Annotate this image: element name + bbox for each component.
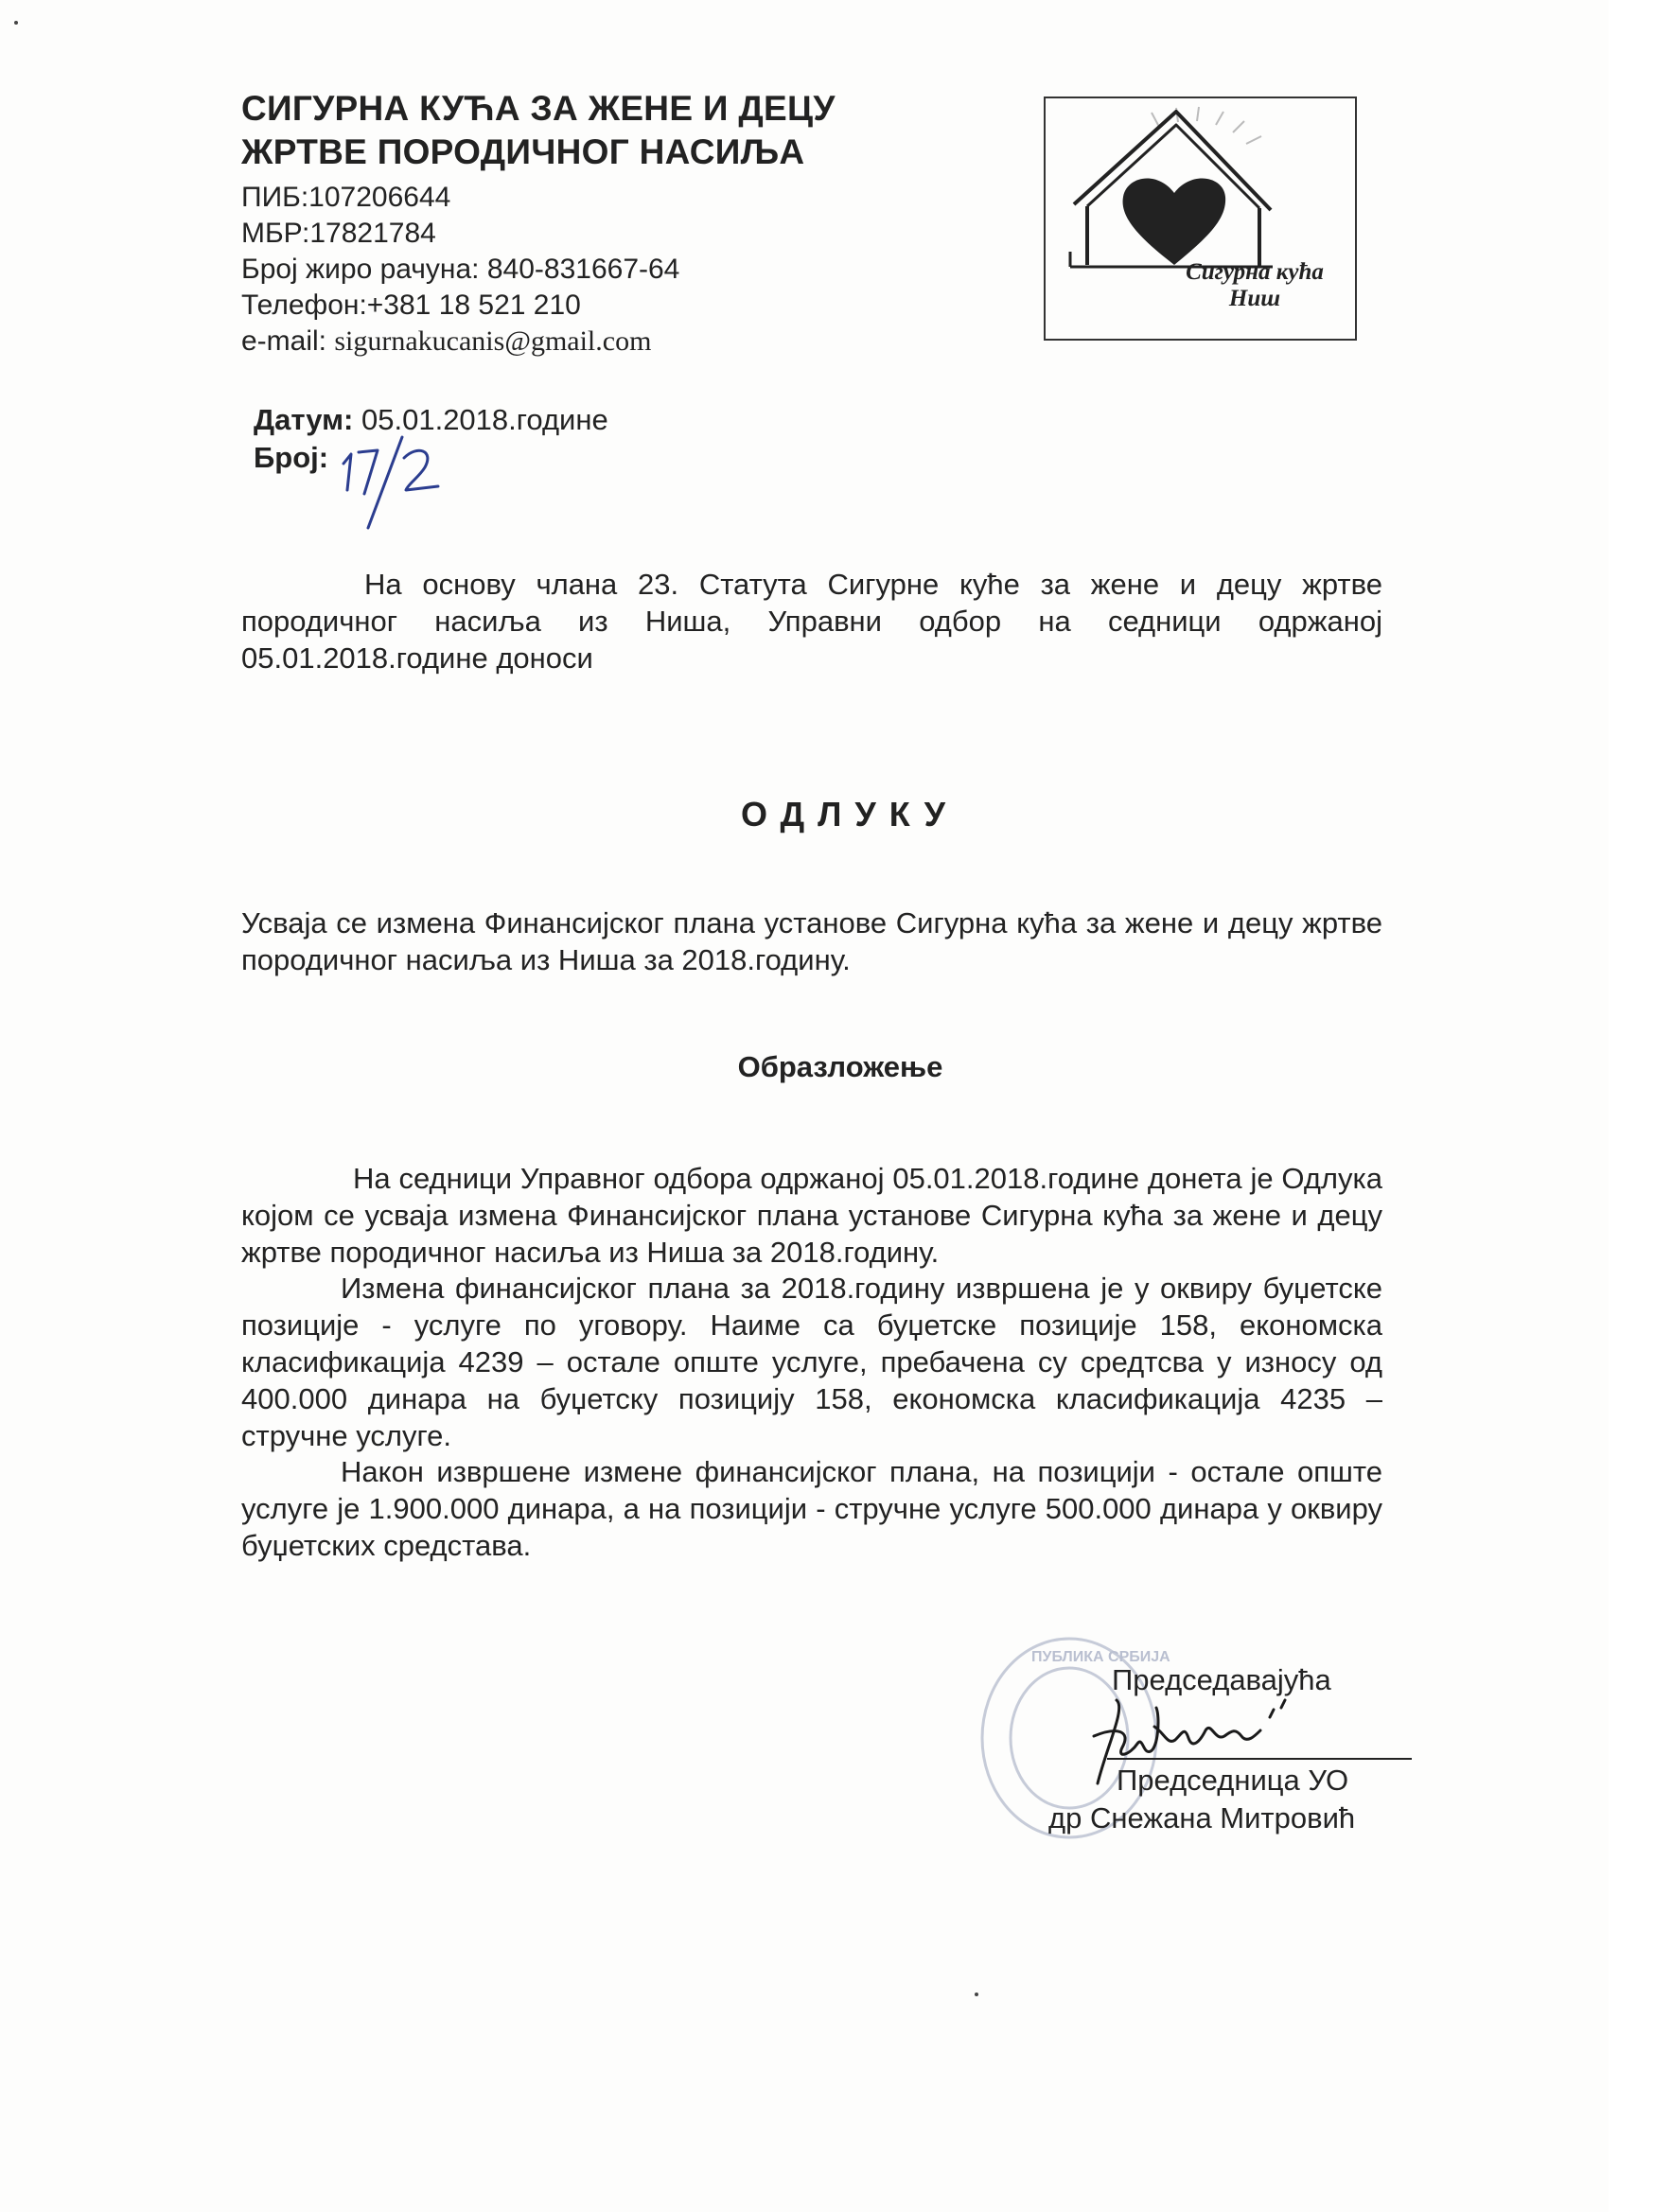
handwritten-number-icon bbox=[336, 416, 468, 530]
scan-speck bbox=[975, 1993, 978, 1996]
logo-line2: Ниш bbox=[1228, 286, 1281, 311]
organization-name-line2: ЖРТВЕ ПОРОДИЧНОГ НАСИЉА bbox=[241, 132, 805, 171]
decision-text: Усваја се измена Финансијског плана установе Сигурна кућа за жене и децу жртве породичног насиља из Ниша за 2018.годину. bbox=[241, 906, 1382, 976]
number-label: Број: bbox=[254, 441, 329, 474]
account-text: Број жиро рачуна: 840-831667-64 bbox=[241, 254, 680, 285]
email-line bbox=[241, 324, 679, 360]
logo bbox=[1044, 97, 1357, 341]
reasoning-title: Образложење bbox=[737, 1050, 943, 1083]
signature-title: Председница УО bbox=[1117, 1764, 1349, 1797]
stamp-text: ПУБЛИКА СРБИЈА bbox=[1031, 1649, 1170, 1665]
decision-title: ОДЛУКУ bbox=[740, 795, 959, 834]
intro-paragraph: На основу члана 23. Статута Сигурне куће за жене и децу жртве породичног насиља из Ниша, Управни одбор на седници одржаној 05.01.2018.године доноси bbox=[241, 568, 1382, 675]
handwritten-signature-icon bbox=[1088, 1689, 1334, 1793]
logo-line1: Сигурна кућа bbox=[1186, 259, 1324, 285]
email-label: e-mail: bbox=[241, 325, 327, 357]
email-value: sigurnakucanis@gmail.com bbox=[334, 325, 652, 357]
signature-name: др Снежана Митровић bbox=[1048, 1801, 1356, 1835]
signature-role: Председавајућа bbox=[1112, 1663, 1331, 1696]
logo-text bbox=[1165, 259, 1345, 312]
reasoning-paragraph-2: Измена финансијског плана за 2018.годину извршена је у оквиру буџетске позиције - услуге по уговору. Наиме са буџетске позиције 158, економска класификација 4239 – остале опште услуге, пребачена су средтсва у износу од 400.000 динара на буџетску позицију 158, економска класификација 4235 – стручне услуге. bbox=[241, 1272, 1382, 1452]
reasoning-paragraph-1: На седници Управног одбора одржаној 05.01.2018.године донета је Одлука којом се усваја измена Финансијског плана установе Сигурна кућа за жене и децу жртве породичног насиља из Ниша за 2018.годину. bbox=[241, 1162, 1382, 1269]
organization-name-line1: СИГУРНА КУЋА ЗА ЖЕНЕ И ДЕЦУ bbox=[241, 89, 836, 128]
reasoning-paragraph-3: Након извршене измене финансијског плана, на позицији - остале опште услуге је 1.900.000 динара, а на позицији - стручне услуге 500.000 динара у оквиру буџетских средстава. bbox=[241, 1455, 1382, 1562]
date-label: Датум: bbox=[254, 403, 354, 436]
organization-details bbox=[241, 180, 679, 360]
date-value: 05.01.2018.године bbox=[361, 403, 608, 436]
mbr-text: МБР:17821784 bbox=[241, 218, 436, 249]
scan-speck bbox=[14, 21, 18, 25]
pib-text: ПИБ:107206644 bbox=[241, 182, 451, 213]
organization-name bbox=[241, 87, 836, 174]
phone-text: Телефон:+381 18 521 210 bbox=[241, 290, 581, 321]
